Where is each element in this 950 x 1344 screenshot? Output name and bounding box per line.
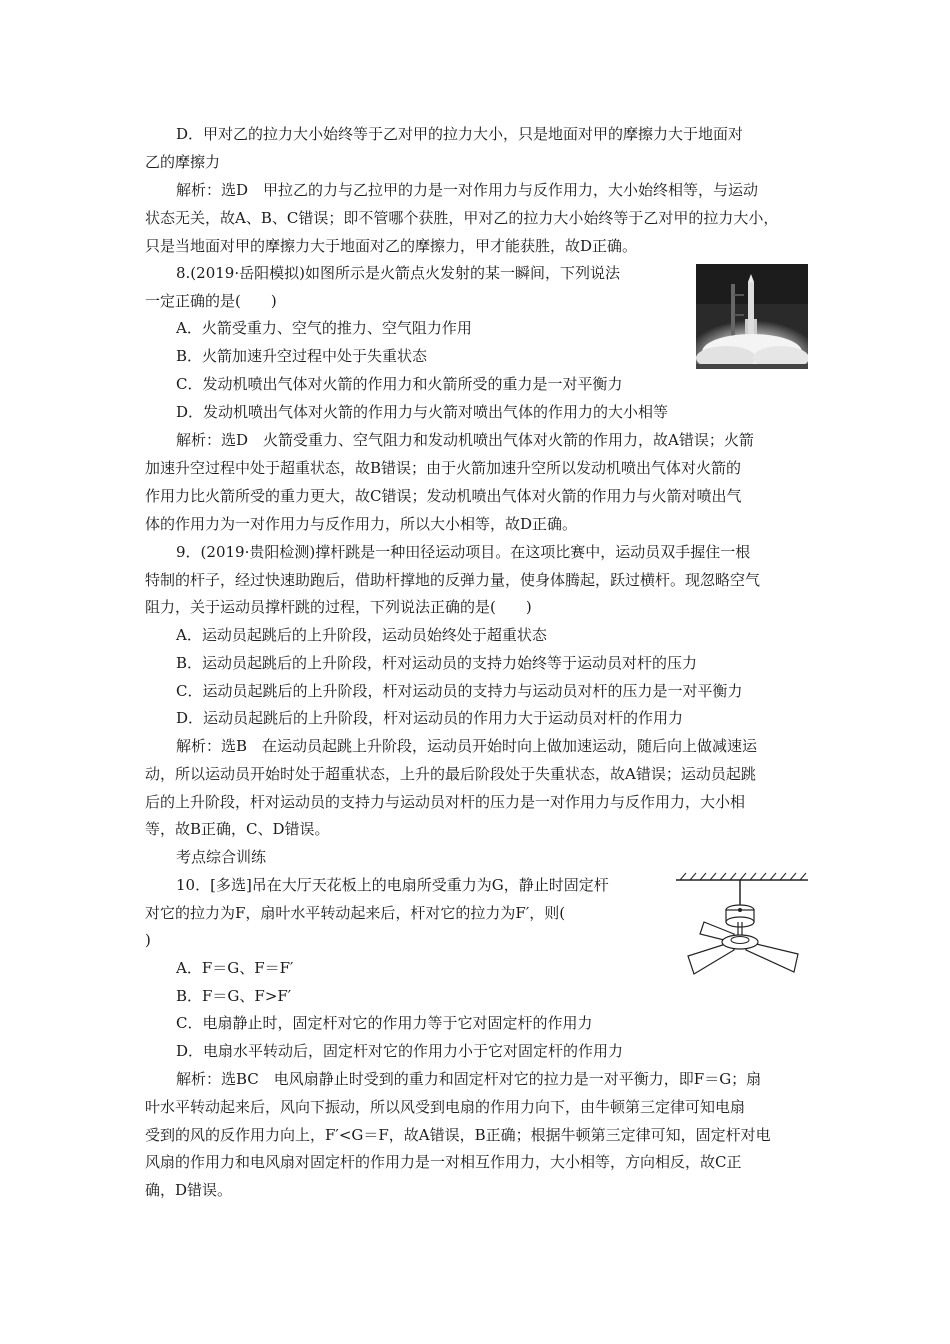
question-8-line-2: 一定正确的是( ) [145,292,277,310]
rocket-launch-photo [696,264,808,369]
question-10-line-1: 10．[多选]吊在大厅天花板上的电扇所受重力为G，静止时固定杆 [176,876,609,894]
option-9c: C．运动员起跳后的上升阶段，杆对运动员的支持力与运动员对杆的压力是一对平衡力 [176,682,743,700]
analysis-10-line-4: 风扇的作用力和电风扇对固定杆的作用力是一对相互作用力，大小相等，方向相反，故C正 [145,1153,742,1171]
option-8b: B．火箭加速升空过程中处于失重状态 [176,347,428,365]
question-9-line-1: 9．(2019·贵阳检测)撑杆跳是一种田径运动项目。在这项比赛中，运动员双手握住一根 [176,543,751,561]
option-8a: A．火箭受重力、空气的推力、空气阻力作用 [176,319,472,337]
analysis-10-line-3: 受到的风的反作用力向上，F′<G＝F，故A错误，B正确；根据牛顿第三定律可知，固定杆对电 [145,1126,771,1144]
option-9d: D．运动员起跳后的上升阶段，杆对运动员的作用力大于运动员对杆的作用力 [176,709,684,727]
analysis-7-line-3: 只是当地面对甲的摩擦力大于地面对乙的摩擦力，甲才能获胜，故D正确。 [145,237,638,255]
analysis-10-line-1: 解析：选BC 电风扇静止时受到的重力和固定杆对它的拉力是一对平衡力，即F＝G；扇 [176,1070,762,1088]
analysis-9-line-4: 等，故B正确，C、D错误。 [145,820,330,838]
option-10d: D．电扇水平转动后，固定杆对它的作用力小于它对固定杆的作用力 [176,1042,624,1060]
option-9b: B．运动员起跳后的上升阶段，杆对运动员的支持力始终等于运动员对杆的压力 [176,654,698,672]
option-8d: D．发动机喷出气体对火箭的作用力与火箭对喷出气体的作用力的大小相等 [176,403,669,421]
option-8c: C．发动机喷出气体对火箭的作用力和火箭所受的重力是一对平衡力 [176,375,623,393]
analysis-7-line-1: 解析：选D 甲拉乙的力与乙拉甲的力是一对作用力与反作用力，大小始终相等，与运动 [176,181,759,199]
option-10c: C．电扇静止时，固定杆对它的作用力等于它对固定杆的作用力 [176,1014,593,1032]
analysis-8-line-4: 体的作用力为一对作用力与反作用力，所以大小相等，故D正确。 [145,515,578,533]
section-heading: 考点综合训练 [176,848,267,866]
question-9-line-2: 特制的杆子，经过快速助跑后，借助杆撑地的反弹力量，使身体腾起，跃过横杆。现忽略空气 [145,571,761,589]
analysis-10-line-2: 叶水平转动起来后，风向下振动，所以风受到电扇的作用力向下，由牛顿第三定律可知电扇 [145,1098,746,1116]
option-7d-line-1: D．甲对乙的拉力大小始终等于乙对甲的拉力大小，只是地面对甲的摩擦力大于地面对 [176,125,744,143]
analysis-10-line-5: 确，D错误。 [145,1181,233,1199]
question-8-line-1: 8.(2019·岳阳模拟)如图所示是火箭点火发射的某一瞬间，下列说法 [176,264,620,282]
question-10-line-2: 对它的拉力为F，扇叶水平转动起来后，杆对它的拉力为F′，则( [145,904,566,922]
option-7d-line-2: 乙的摩擦力 [145,153,221,171]
analysis-8-line-3: 作用力比火箭所受的重力更大，故C错误；发动机喷出气体对火箭的作用力与火箭对喷出气 [145,487,742,505]
analysis-8-line-1: 解析：选D 火箭受重力、空气阻力和发动机喷出气体对火箭的作用力，故A错误；火箭 [176,431,754,449]
question-10-line-3: ) [145,931,151,949]
question-9-line-3: 阻力，关于运动员撑杆跳的过程，下列说法正确的是( ) [145,598,532,616]
analysis-9-line-2: 动，所以运动员开始时处于超重状态，上升的最后阶段处于失重状态，故A错误；运动员起跳 [145,765,756,783]
analysis-7-line-2: 状态无关，故A、B、C错误；即不管哪个获胜，甲对乙的拉力大小始终等于乙对甲的拉力大小， [145,209,779,227]
option-10a: A．F＝G、F＝F′ [176,959,294,977]
ceiling-fan-diagram [674,870,810,990]
analysis-9-line-1: 解析：选B 在运动员起跳上升阶段，运动员开始时向上做加速运动，随后向上做减速运 [176,737,758,755]
option-9a: A．运动员起跳后的上升阶段，运动员始终处于超重状态 [176,626,547,644]
analysis-8-line-2: 加速升空过程中处于超重状态，故B错误；由于火箭加速升空所以发动机喷出气体对火箭的 [145,459,742,477]
analysis-9-line-3: 后的上升阶段，杆对运动员的支持力与运动员对杆的压力是一对作用力与反作用力，大小相 [145,793,746,811]
option-10b: B．F＝G、F>F′ [176,987,292,1005]
